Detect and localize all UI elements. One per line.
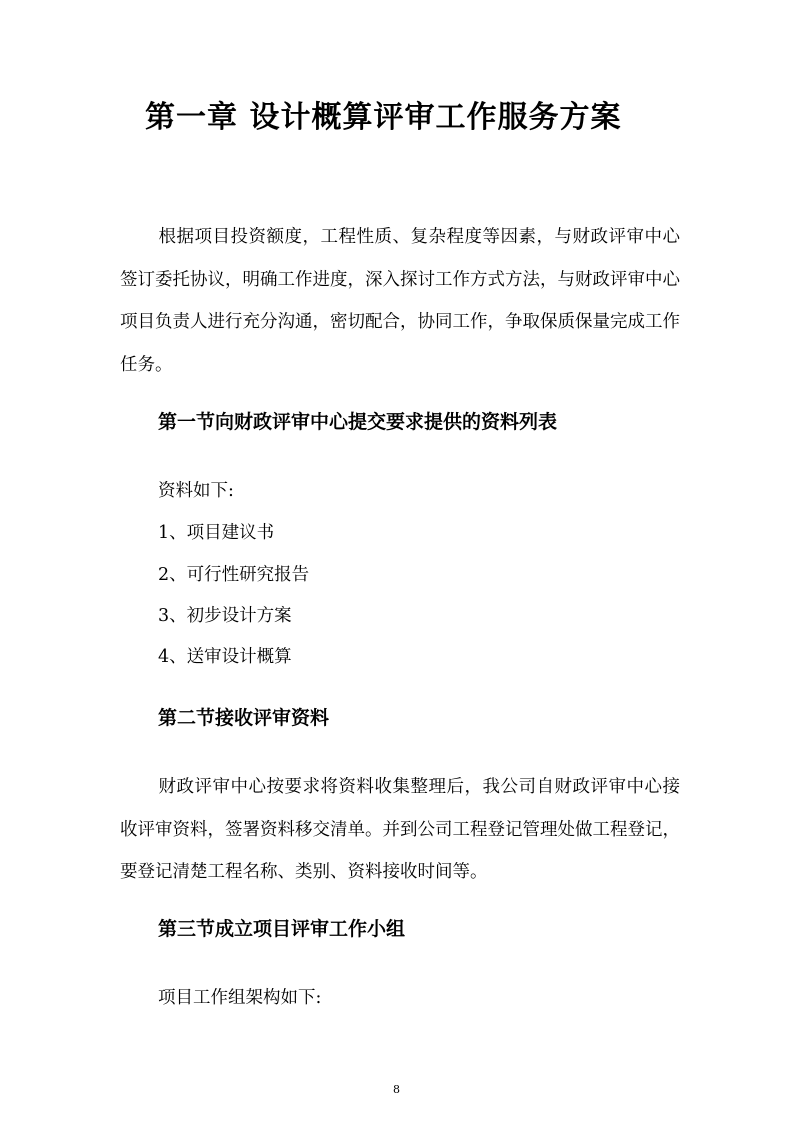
section2-paragraph (120, 766, 680, 894)
list-item: 2、可行性研究报告 (158, 565, 310, 585)
list-item: 1、项目建议书 (158, 523, 275, 543)
page-number: 8 (393, 1083, 400, 1096)
list-item: 4、送审设计概算 (158, 647, 292, 667)
section1-title: 第一节向财政评审中心提交要求提供的资料列表 (158, 411, 558, 433)
chapter-title: 第一章 设计概算评审工作服务方案 (145, 100, 622, 135)
section3-lead: 项目工作组架构如下: (158, 988, 322, 1008)
list-item: 3、初步设计方案 (158, 606, 292, 626)
section3-title: 第三节成立项目评审工作小组 (158, 918, 406, 940)
intro-paragraph (120, 216, 680, 386)
intro-text: 根据项目投资额度，工程性质、复杂程度等因素，与财政评审中心签订委托协议，明确工作进度，深入探讨工作方式方法，与财政评审中心项目负责人进行充分沟通，密切配合，协同工作，争取保质保量完成工作任务。 (120, 227, 680, 375)
section2-text: 财政评审中心按要求将资料收集整理后，我公司自财政评审中心接收评审资料，签署资料移交清单。并到公司工程登记管理处做工程登记，要登记清楚工程名称、类别、资料接收时间等。 (120, 777, 680, 882)
section2-title: 第二节接收评审资料 (158, 707, 330, 729)
section1-lead: 资料如下: (158, 481, 234, 501)
